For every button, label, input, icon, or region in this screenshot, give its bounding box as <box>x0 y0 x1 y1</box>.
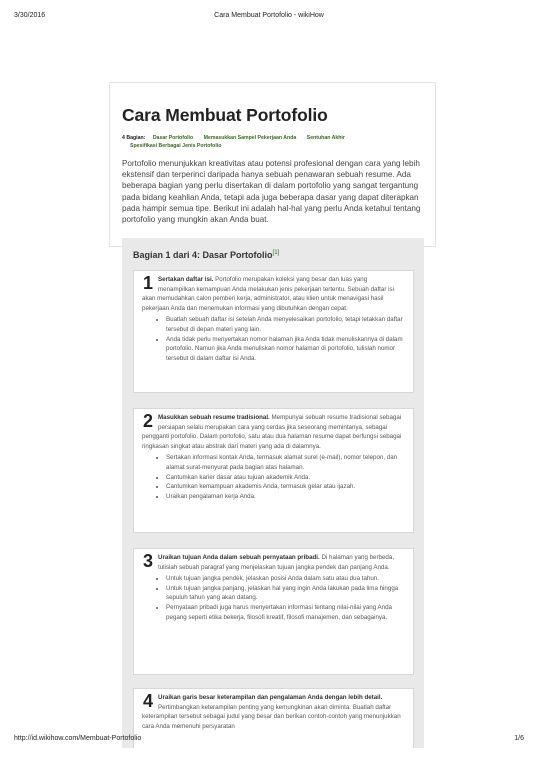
step-text: Pertimbangkan keterampilan penting yang kemungkinan akan diminta. Buatlah daftar keterampilan tersebut sebagai judul yang besar dan berikan contoh-contoh yang menunjukkan cara Anda memenuhi persyaratan <box>142 703 401 730</box>
article-title: Cara Membuat Portofolio <box>122 105 328 125</box>
list-item: • Untuk tujuan jangka pendek, jelaskan posisi Anda dalam satu atau dua tahun. <box>166 574 405 584</box>
step-title: Uraikan garis besar keterampilan dan pengalaman Anda dengan lebih detail. <box>158 694 383 701</box>
article-header-card <box>109 82 436 247</box>
print-page-title: Cara Membuat Portofolio - wikiHow <box>214 12 324 19</box>
section-link-spesifikasi[interactable]: Spesifikasi Berbagai Jenis Portofolio <box>130 143 222 149</box>
step-1 <box>133 270 414 393</box>
part-heading <box>133 250 279 260</box>
print-footer <box>14 735 524 747</box>
step-title: Masukkan sebuah resume tradisional. <box>158 414 270 421</box>
section-link-sentuhan[interactable]: Sentuhan Akhir <box>306 135 345 141</box>
part-1-container <box>122 238 424 748</box>
section-link-sampel[interactable]: Memasukkan Sampel Pekerjaan Anda <box>203 135 297 141</box>
step-number: 2 <box>143 411 154 431</box>
step-text: Portofolio merupakan koleksi yang besar dan luas yang menampilkan kemampuan Anda melakukan jenis pekerjaan tertentu. Sebuah daftar isi akan memudahkan calon pemberi kerja, administrator, atau klien untuk menavigasi hasil pekerjaan Anda dan menemukan informasi yang dibutuhkan dengan cepat. <box>142 276 394 312</box>
step-2 <box>133 408 414 533</box>
step-3 <box>133 548 414 675</box>
list-item: • Cantumkan kemampuan akademis Anda, termasuk gelar atau ijazah. <box>166 482 405 492</box>
citation-link[interactable]: [1] <box>272 250 280 256</box>
step-title: Uraikan tujuan Anda dalam sebuah pernyataan pribadi. <box>158 554 320 561</box>
step-number: 1 <box>143 273 154 293</box>
print-header <box>14 12 524 24</box>
step-text: Di halaman yang berbeda, tulislah sebuah paragraf yang menjelaskan tujuan jangka pendek dan panjang Anda. <box>158 554 395 571</box>
list-item: • Anda tidak perlu menyertakan nomor halaman jika Anda tidak menuliskannya di dalam portofolio. Namun jika Anda menuliskan nomor halaman di portofolio, tulislah nomor tersebut di dalam daftar isi Anda. <box>166 335 405 364</box>
list-item: • Pernyataan pribadi juga harus menyertakan informasi tentang nilai-nilai yang Anda pegang seperti etika bekerja, filosofi kreatif, filosofi manajemen, dan sebagainya. <box>166 603 405 622</box>
print-date: 3/30/2016 <box>14 12 46 19</box>
step-text: Mempunyai sebuah resume tradisional sebagai persiapan selalu merupakan cara yang cerdas jika seseorang memintanya, sebagai pengganti portofolio. Dalam portofolio, satu atau dua halaman resume dapat berfungsi sebagai ringkasan singkat atau abstrak dari materi yang ada di dalamnya. <box>142 414 402 450</box>
print-url: http://id.wikihow.com/Membuat-Portofolio <box>14 735 142 742</box>
step-number: 4 <box>143 691 154 711</box>
list-item: • Untuk tujuan jangka panjang, jelaskan hal yang ingin Anda lakukan pada lima hingga sepuluh tahun yang akan datang. <box>166 584 405 603</box>
page-number: 1/6 <box>514 735 524 742</box>
section-link-dasar[interactable]: Dasar Portofolio <box>152 135 194 141</box>
list-item: • Cantumkan karier dasar atau tujuan akademik Anda. <box>166 473 405 483</box>
list-item: • Uraikan pengalaman kerja Anda. <box>166 492 405 502</box>
list-item: • Sertakan informasi kontak Anda, termasuk alamat surel (e-mail), nomor telepon, dan alamat surat-menyurat pada bagian atas halaman. <box>166 453 405 472</box>
step-title: Sertakan daftar isi. <box>158 276 214 283</box>
step-number: 3 <box>143 551 154 571</box>
part-heading-text: Bagian 1 dari 4: Dasar Portofolio <box>133 250 273 260</box>
list-item: • Buatlah sebuah daftar isi setelah Anda menyelesaikan portofolio, tetapi letakkan daftar tersebut di depan materi yang lain. <box>166 315 405 334</box>
intro-paragraph: Portofolio menunjukkan kreativitas atau potensi profesional dengan cara yang lebih ekstensif dan terperinci daripada hanya sebuah penawaran sebuah resume. Ada beberapa bagian yang perlu disertakan di dalam portofolio yang sangat tergantung pada bidang keahlian Anda, tetapi ada juga beberapa dasar yang dapat diterapkan pada hampir semua tipe. Berikut ini adalah hal-hal yang perlu Anda ketahui tentang portofolio yang mungkin akan Anda buat. <box>122 159 421 225</box>
sections-label: 4 Bagian: <box>122 135 146 141</box>
section-links <box>122 134 425 150</box>
